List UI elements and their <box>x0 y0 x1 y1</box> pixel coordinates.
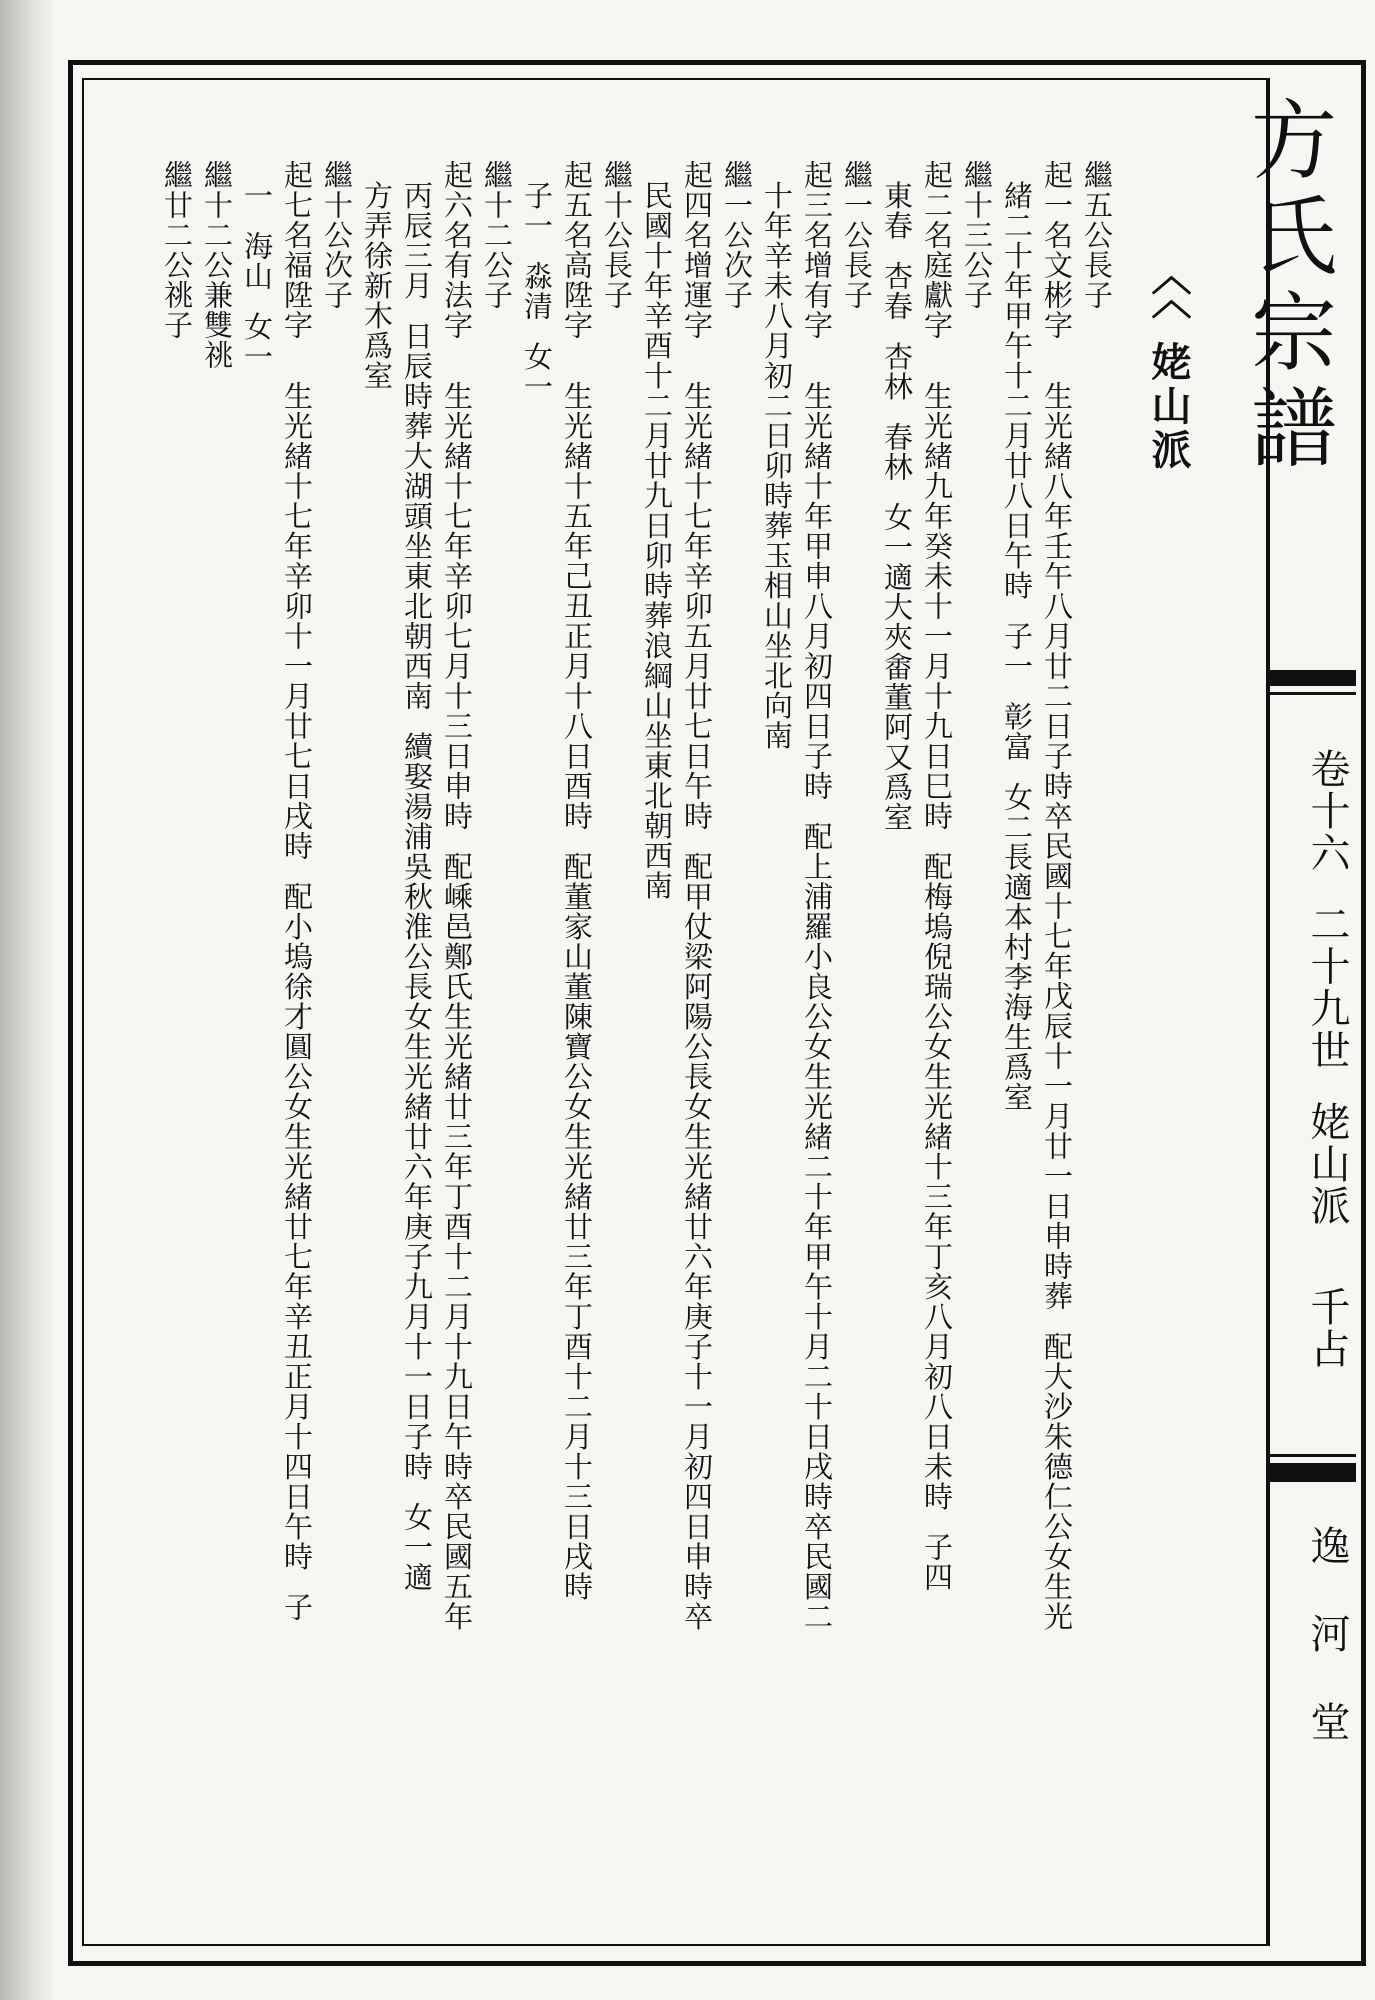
hall-name: 逸河堂 <box>1304 1525 1350 1789</box>
text-column: 繼十公次子 <box>320 160 354 310</box>
text-column: 子一 淼清 女一 <box>520 160 554 402</box>
text-column: 起四名增運字 生光緒十七年辛卯五月廿七日午時 配甲仗梁阿陽公長女生光緒廿六年庚子十一月初四日申時卒 <box>680 160 714 1632</box>
volume-info: 卷十六 二十九世 姥山派 千占 <box>1304 748 1350 1370</box>
lower-fish-tail-ornament <box>1270 1448 1356 1482</box>
text-column: 繼一公次子 <box>720 160 754 310</box>
binding-shadow <box>0 0 55 2000</box>
text-column: 起五名高陞字 生光緒十五年己丑正月十八日酉時 配董家山董陳寶公女生光緒廿三年丁酉十二月十三日戌時 <box>560 160 594 1602</box>
text-column: 起二名庭獻字 生光緒九年癸未十一月十九日巳時 配梅塢倪瑞公女生光緒十三年丁亥八月初八日未時 子四 <box>920 160 954 1592</box>
text-column: 繼十三公子 <box>960 160 994 310</box>
text-column: 繼十公長子 <box>600 160 634 310</box>
text-column: 十年辛未八月初二日卯時葬玉相山坐北向南 <box>760 160 794 751</box>
text-column: 起七名福陞字 生光緒十七年辛卯十一月廿七日戌時 配小塢徐才圓公女生光緒廿七年辛丑正月十四日午時 子 <box>280 160 314 1622</box>
text-column: 起三名增有字 生光緒十年甲申八月初四日子時 配上浦羅小良公女生光緒二十年甲午十月二十日戌時卒民國二 <box>800 160 834 1632</box>
upper-fish-tail-ornament <box>1270 670 1356 695</box>
text-column: 起一名文彬字 生光緒八年壬午八月廿二日子時卒民國十七年戊辰十一月廿一日申時葬 配大沙朱德仁公女生光 <box>1040 160 1074 1632</box>
text-column: 繼十二公子 <box>480 160 514 310</box>
text-column: 繼一公長子 <box>840 160 874 310</box>
section-title: 〈〈 姥山派 <box>1145 255 1192 473</box>
text-column: 一 海山 女一 <box>240 160 274 372</box>
text-column: 繼廿二公祧子 <box>160 160 194 340</box>
book-title: 方氏宗譜 <box>1236 95 1336 479</box>
text-column: 繼十二公兼雙祧 <box>200 160 234 370</box>
text-column: 緒二十年甲午十二月廿八日午時 子一 彰富 女二長適本村李海生爲室 <box>1000 160 1034 1112</box>
text-column: 東春 杏春 杏林 春林 女一適大夾畬董阿又爲室 <box>880 160 914 833</box>
text-column: 起六名有法字 生光緒十七年辛卯七月十三日申時 配嵊邑鄭氏生光緒廿三年丁酉十二月十九日午時卒民國五年 <box>440 160 474 1632</box>
text-column: 丙辰三月 日辰時葬大湖頭坐東北朝西南 續娶湯浦吳秋淮公長女生光緒廿六年庚子九月十一日子時 女一適 <box>400 160 434 1592</box>
text-column: 民國十年辛酉十二月廿九日卯時葬浪綱山坐東北朝西南 <box>640 160 674 901</box>
text-column: 繼五公長子 <box>1080 160 1114 310</box>
text-column: 方弄徐新木爲室 <box>360 160 394 391</box>
